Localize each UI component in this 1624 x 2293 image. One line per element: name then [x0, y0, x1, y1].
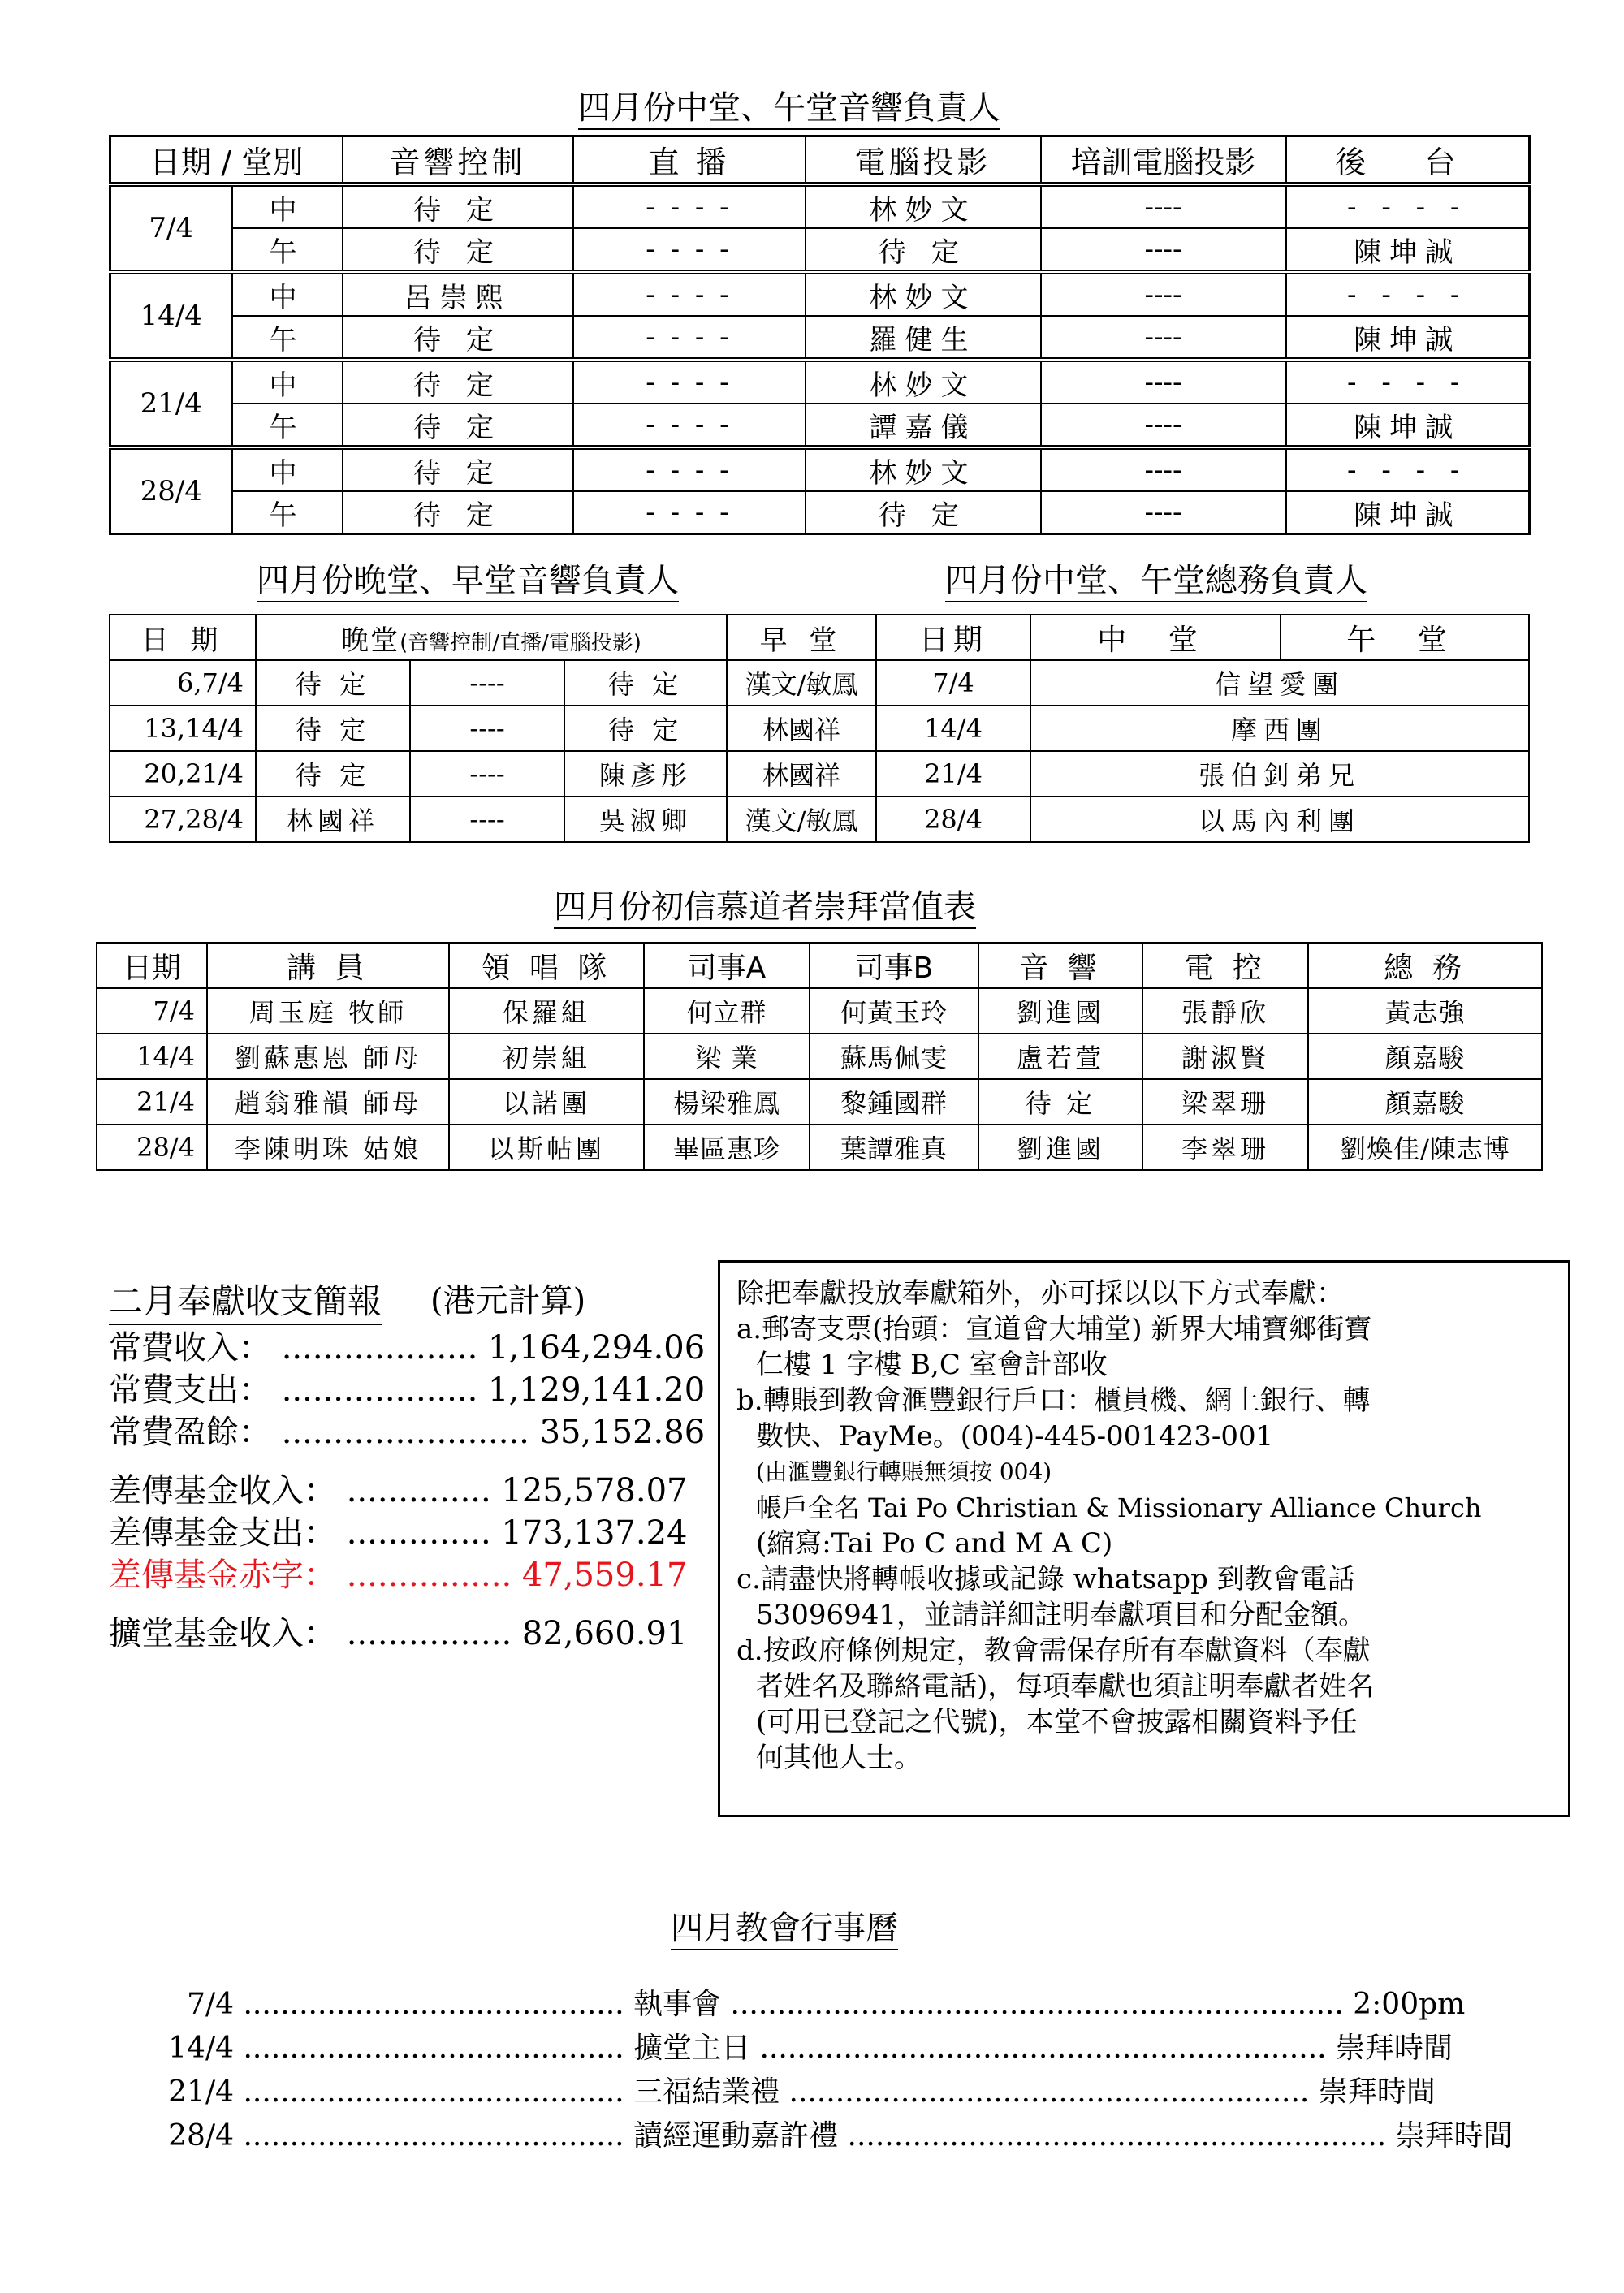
calendar-event: 擴堂主日 [633, 2032, 751, 2065]
table-row [110, 447, 1530, 491]
offering-d3: (可用已登記之代號)，本堂不會披露相關資料予任 [756, 1706, 1358, 1738]
finance-dots: ................ [336, 1557, 512, 1594]
finance-dots: .............. [336, 1514, 491, 1552]
header-afternoon: 午 堂 [1281, 615, 1529, 660]
usher-b-cell: 葉譚雅真 [810, 1125, 978, 1170]
date-cell: 20,21/4 [110, 751, 256, 797]
calendar-time: 崇拜時間 [1318, 2075, 1436, 2109]
table-row [110, 360, 1530, 404]
training-ppt-cell: ---- [1041, 404, 1286, 447]
table-row [876, 751, 1529, 797]
table-row [97, 988, 1542, 1034]
header-control: 電 控 [1142, 943, 1308, 988]
header-sound: 音 響 [978, 943, 1142, 988]
header-sound-control: 音響控制 [343, 136, 573, 185]
calendar-dots: ......................................... [234, 1988, 634, 2021]
calendar-dots: .......................................................... [838, 2119, 1396, 2153]
table-row [110, 660, 876, 706]
finance-row [109, 1549, 687, 1596]
date-cell: 13,14/4 [110, 706, 256, 751]
table-row [110, 751, 876, 797]
date-cell: 7/4 [110, 184, 232, 272]
table-row [97, 1034, 1542, 1079]
finance-value: 1,129,141.20 [477, 1371, 706, 1409]
morning-cell: 漢文/敏鳳 [727, 797, 876, 842]
finance-value: 82,660.91 [512, 1615, 688, 1652]
calendar-title: 四月教會行事曆 [671, 1908, 898, 1950]
calendar-item [106, 1981, 1465, 2023]
calendar-item [106, 2025, 1453, 2066]
general-affairs-table [875, 614, 1530, 843]
finance-value: 35,152.86 [529, 1414, 706, 1451]
affairs-cell: 顏嘉駿 [1308, 1079, 1542, 1125]
sound-cell: 劉進國 [978, 1125, 1142, 1170]
live-cell: ---- [410, 797, 564, 842]
affairs-cell: 顏嘉駿 [1308, 1034, 1542, 1079]
calendar-time: 崇拜時間 [1395, 2119, 1513, 2153]
header-date: 日期 [97, 943, 207, 988]
live-cell: - - - - [573, 228, 806, 272]
general-affairs-title: 四月份中堂、午堂總務負責人 [945, 560, 1367, 602]
service-cell: 午 [232, 316, 343, 360]
calendar-item [106, 2069, 1436, 2110]
backstage-cell: 陳坤誠 [1286, 228, 1530, 272]
header-usher-b: 司事B [810, 943, 978, 988]
ppt-cell: 待 定 [564, 706, 727, 751]
ppt-cell: 林妙文 [806, 184, 1041, 228]
date-cell: 14/4 [97, 1034, 207, 1079]
usher-a-cell: 何立群 [644, 988, 810, 1034]
sound-cell: 待 定 [343, 360, 573, 404]
header-noon: 中 堂 [1030, 615, 1281, 660]
offering-b1: b.轉賬到教會滙豐銀行戶口：櫃員機、網上銀行、轉 [736, 1384, 1371, 1417]
date-cell: 28/4 [97, 1125, 207, 1170]
ppt-cell: 待 定 [806, 228, 1041, 272]
worship-team-cell: 以斯帖團 [449, 1125, 644, 1170]
offering-b3: (由滙豐銀行轉賬無須按 004) [756, 1458, 1052, 1485]
usher-b-cell: 蘇馬佩雯 [810, 1034, 978, 1079]
calendar-dots: ......................................... [234, 2119, 634, 2153]
live-cell: ---- [410, 706, 564, 751]
control-cell: 李翠珊 [1142, 1125, 1308, 1170]
sound-noon-title: 四月份中堂、午堂音響負責人 [578, 88, 1000, 130]
finance-label: 常費盈餘： [109, 1414, 271, 1451]
finance-title-text: 二月奉獻收支簡報 [109, 1281, 382, 1321]
sound-cell: 盧若萱 [978, 1034, 1142, 1079]
table-row [876, 706, 1529, 751]
calendar-dots: ........................................................ [780, 2075, 1319, 2109]
ppt-cell: 羅健生 [806, 316, 1041, 360]
header-affairs: 總 務 [1308, 943, 1542, 988]
table-row [110, 228, 1530, 272]
calendar-event: 讀經運動嘉許禮 [633, 2119, 839, 2153]
date-cell: 21/4 [110, 360, 232, 447]
calendar-time: 2:00pm [1353, 1988, 1466, 2021]
finance-dots: ................ [336, 1615, 512, 1652]
table-header-row [97, 943, 1542, 988]
table-header-row [110, 136, 1530, 185]
worship-team-cell: 初崇組 [449, 1034, 644, 1079]
live-cell: - - - - [573, 184, 806, 228]
service-cell: 中 [232, 360, 343, 404]
morning-cell: 林國祥 [727, 751, 876, 797]
finance-dots: ................... [271, 1371, 478, 1409]
finance-dots: .............. [336, 1472, 491, 1509]
finance-value: 1,164,294.06 [477, 1329, 706, 1367]
ppt-cell: 林妙文 [806, 447, 1041, 491]
speaker-cell: 劉蘇惠恩 師母 [207, 1034, 449, 1079]
morning-cell: 漢文/敏鳳 [727, 660, 876, 706]
calendar-date: 14/4 [168, 2032, 234, 2065]
ppt-cell: 譚嘉儀 [806, 404, 1041, 447]
finance-label: 差傳基金收入： [109, 1472, 336, 1509]
sound-cell: 待 定 [343, 404, 573, 447]
header-live: 直 播 [573, 136, 806, 185]
control-cell: 謝淑賢 [1142, 1034, 1308, 1079]
date-cell: 14/4 [110, 272, 232, 360]
date-cell: 6,7/4 [110, 660, 256, 706]
training-ppt-cell: ---- [1041, 316, 1286, 360]
affairs-cell: 劉煥佳/陳志博 [1308, 1125, 1542, 1170]
table-row [110, 184, 1530, 228]
finance-value: 47,559.17 [512, 1557, 688, 1594]
header-worship-team: 領 唱 隊 [449, 943, 644, 988]
speaker-cell: 趙翁雅韻 師母 [207, 1079, 449, 1125]
table-row [110, 404, 1530, 447]
live-cell: - - - - [573, 404, 806, 447]
team-cell: 摩西團 [1030, 706, 1529, 751]
finance-label: 常費收入： [109, 1329, 271, 1367]
ppt-cell: 吳淑卿 [564, 797, 727, 842]
header-backstage: 後 台 [1286, 136, 1530, 185]
header-date: 日期 [876, 615, 1030, 660]
calendar-dots: ......................................... [234, 2075, 634, 2109]
team-cell: 信望愛團 [1030, 660, 1529, 706]
training-ppt-cell: ---- [1041, 447, 1286, 491]
usher-b-cell: 何黃玉玲 [810, 988, 978, 1034]
live-cell: ---- [410, 660, 564, 706]
calendar-date: 21/4 [168, 2075, 234, 2109]
training-ppt-cell: ---- [1041, 272, 1286, 316]
finance-row [109, 1364, 705, 1410]
service-cell: 午 [232, 491, 343, 534]
finance-value: 125,578.07 [490, 1472, 688, 1509]
header-date-service: 日期 / 堂別 [110, 136, 343, 185]
table-row [110, 316, 1530, 360]
date-cell: 7/4 [97, 988, 207, 1034]
speaker-cell: 周玉庭 牧師 [207, 988, 449, 1034]
offering-d1: d.按政府條例規定，教會需保存所有奉獻資料（奉獻 [736, 1634, 1371, 1667]
ppt-cell: 林妙文 [806, 360, 1041, 404]
table-row [876, 797, 1529, 842]
live-cell: - - - - [573, 272, 806, 316]
offering-b4: 帳戶全名 Tai Po Christian & Missionary Alliance Church [756, 1492, 1482, 1523]
finance-row [109, 1322, 705, 1368]
calendar-event: 三福結業禮 [633, 2075, 780, 2109]
control-cell: 張靜欣 [1142, 988, 1308, 1034]
header-ppt: 電腦投影 [806, 136, 1041, 185]
header-morning: 早 堂 [727, 615, 876, 660]
speaker-cell: 李陳明珠 姑娘 [207, 1125, 449, 1170]
finance-label: 擴堂基金收入： [109, 1615, 336, 1652]
finance-label: 差傳基金支出： [109, 1514, 336, 1552]
date-cell: 7/4 [876, 660, 1030, 706]
finance-row [109, 1465, 687, 1511]
finance-row [109, 1406, 705, 1453]
calendar-dots: ............................................................. [750, 2032, 1337, 2065]
table-row [110, 797, 876, 842]
header-evening-note: (音響控制/直播/電腦投影) [400, 630, 641, 655]
control-cell: 梁翠珊 [1142, 1079, 1308, 1125]
date-cell: 21/4 [876, 751, 1030, 797]
finance-dots: ........................ [271, 1414, 529, 1451]
offering-b5: (縮寫:Tai Po C and M A C) [756, 1527, 1113, 1560]
team-cell: 以馬內利團 [1030, 797, 1529, 842]
usher-a-cell: 畢區惠珍 [644, 1125, 810, 1170]
finance-value: 173,137.24 [490, 1514, 688, 1552]
calendar-time: 崇拜時間 [1336, 2032, 1453, 2065]
calendar-dots: ......................................... [234, 2032, 634, 2065]
sound-cell: 待 定 [978, 1079, 1142, 1125]
ppt-cell: 待 定 [564, 660, 727, 706]
finance-row [109, 1608, 687, 1654]
service-cell: 中 [232, 272, 343, 316]
table-row [110, 491, 1530, 534]
ppt-cell: 待 定 [806, 491, 1041, 534]
backstage-cell: - - - - [1286, 184, 1530, 228]
table-row [97, 1125, 1542, 1170]
offering-d4: 何其他人士。 [756, 1742, 922, 1774]
finance-row [109, 1507, 687, 1553]
header-training-ppt: 培訓電腦投影 [1041, 136, 1286, 185]
header-evening [256, 615, 727, 660]
backstage-cell: - - - - [1286, 447, 1530, 491]
seekers-table [96, 942, 1543, 1171]
header-evening-label: 晚堂 [341, 624, 400, 657]
training-ppt-cell: ---- [1041, 491, 1286, 534]
sound-cell: 林國祥 [256, 797, 410, 842]
backstage-cell: 陳坤誠 [1286, 404, 1530, 447]
table-row [110, 272, 1530, 316]
sound-cell: 待 定 [343, 491, 573, 534]
table-row [110, 706, 876, 751]
sound-cell: 待 定 [343, 447, 573, 491]
usher-b-cell: 黎鍾國群 [810, 1079, 978, 1125]
offering-c1: c.請盡快將轉帳收據或記錄 whatsapp 到教會電話 [736, 1563, 1355, 1596]
live-cell: - - - - [573, 491, 806, 534]
usher-a-cell: 楊梁雅鳳 [644, 1079, 810, 1125]
offering-a2: 仁樓 1 字樓 B,C 室會計部收 [756, 1349, 1108, 1381]
date-cell: 27,28/4 [110, 797, 256, 842]
offering-a1: a.郵寄支票(抬頭：宣道會大埔堂) 新界大埔寶鄉街寶 [736, 1313, 1372, 1345]
sound-cell: 待 定 [343, 316, 573, 360]
sound-cell: 待 定 [343, 184, 573, 228]
sound-evening-title: 四月份晚堂、早堂音響負責人 [257, 560, 679, 602]
offering-intro: 除把奉獻投放奉獻箱外，亦可採以以下方式奉獻： [736, 1277, 1344, 1310]
morning-cell: 林國祥 [727, 706, 876, 751]
backstage-cell: - - - - [1286, 272, 1530, 316]
worship-team-cell: 以諾團 [449, 1079, 644, 1125]
backstage-cell: 陳坤誠 [1286, 316, 1530, 360]
sound-cell: 待 定 [343, 228, 573, 272]
header-date: 日 期 [110, 615, 256, 660]
sound-cell: 呂崇熙 [343, 272, 573, 316]
table-header-row [876, 615, 1529, 660]
service-cell: 中 [232, 184, 343, 228]
table-row [97, 1079, 1542, 1125]
date-cell: 21/4 [97, 1079, 207, 1125]
service-cell: 中 [232, 447, 343, 491]
backstage-cell: - - - - [1286, 360, 1530, 404]
backstage-cell: 陳坤誠 [1286, 491, 1530, 534]
affairs-cell: 黃志強 [1308, 988, 1542, 1034]
usher-a-cell: 梁 業 [644, 1034, 810, 1079]
seekers-title: 四月份初信慕道者崇拜當值表 [554, 887, 976, 929]
calendar-dots: .................................................................. [721, 1988, 1354, 2021]
offering-c2: 53096941，並請詳細註明奉獻項目和分配金額。 [756, 1599, 1367, 1631]
sound-cell: 劉進國 [978, 988, 1142, 1034]
live-cell: - - - - [573, 447, 806, 491]
live-cell: - - - - [573, 360, 806, 404]
calendar-event: 執事會 [633, 1988, 722, 2021]
table-header-row [110, 615, 876, 660]
live-cell: - - - - [573, 316, 806, 360]
header-usher-a: 司事A [644, 943, 810, 988]
team-cell: 張伯釗弟兄 [1030, 751, 1529, 797]
date-cell: 14/4 [876, 706, 1030, 751]
service-cell: 午 [232, 404, 343, 447]
offering-methods-box [718, 1260, 1570, 1817]
worship-team-cell: 保羅組 [449, 988, 644, 1034]
sound-cell: 待 定 [256, 660, 410, 706]
header-speaker: 講 員 [207, 943, 449, 988]
table-row [876, 660, 1529, 706]
date-cell: 28/4 [110, 447, 232, 534]
live-cell: ---- [410, 751, 564, 797]
calendar-item [106, 2113, 1513, 2154]
calendar-date: 7/4 [187, 1988, 234, 2021]
calendar-date: 28/4 [168, 2119, 234, 2153]
finance-title [109, 1275, 382, 1325]
finance-unit: (港元計算) [430, 1282, 586, 1319]
ppt-cell: 林妙文 [806, 272, 1041, 316]
service-cell: 午 [232, 228, 343, 272]
sound-cell: 待 定 [256, 751, 410, 797]
finance-label: 差傳基金赤字： [109, 1557, 336, 1594]
training-ppt-cell: ---- [1041, 360, 1286, 404]
training-ppt-cell: ---- [1041, 184, 1286, 228]
finance-label: 常費支出： [109, 1371, 271, 1409]
offering-d2: 者姓名及聯絡電話)，每項奉獻也須註明奉獻者姓名 [756, 1670, 1375, 1703]
date-cell: 28/4 [876, 797, 1030, 842]
sound-noon-table [109, 135, 1531, 535]
sound-evening-table [109, 614, 877, 843]
training-ppt-cell: ---- [1041, 228, 1286, 272]
sound-cell: 待 定 [256, 706, 410, 751]
ppt-cell: 陳彥彤 [564, 751, 727, 797]
finance-dots: ................... [271, 1329, 478, 1367]
offering-b2: 數快、PayMe。(004)-445-001423-001 [756, 1420, 1274, 1453]
